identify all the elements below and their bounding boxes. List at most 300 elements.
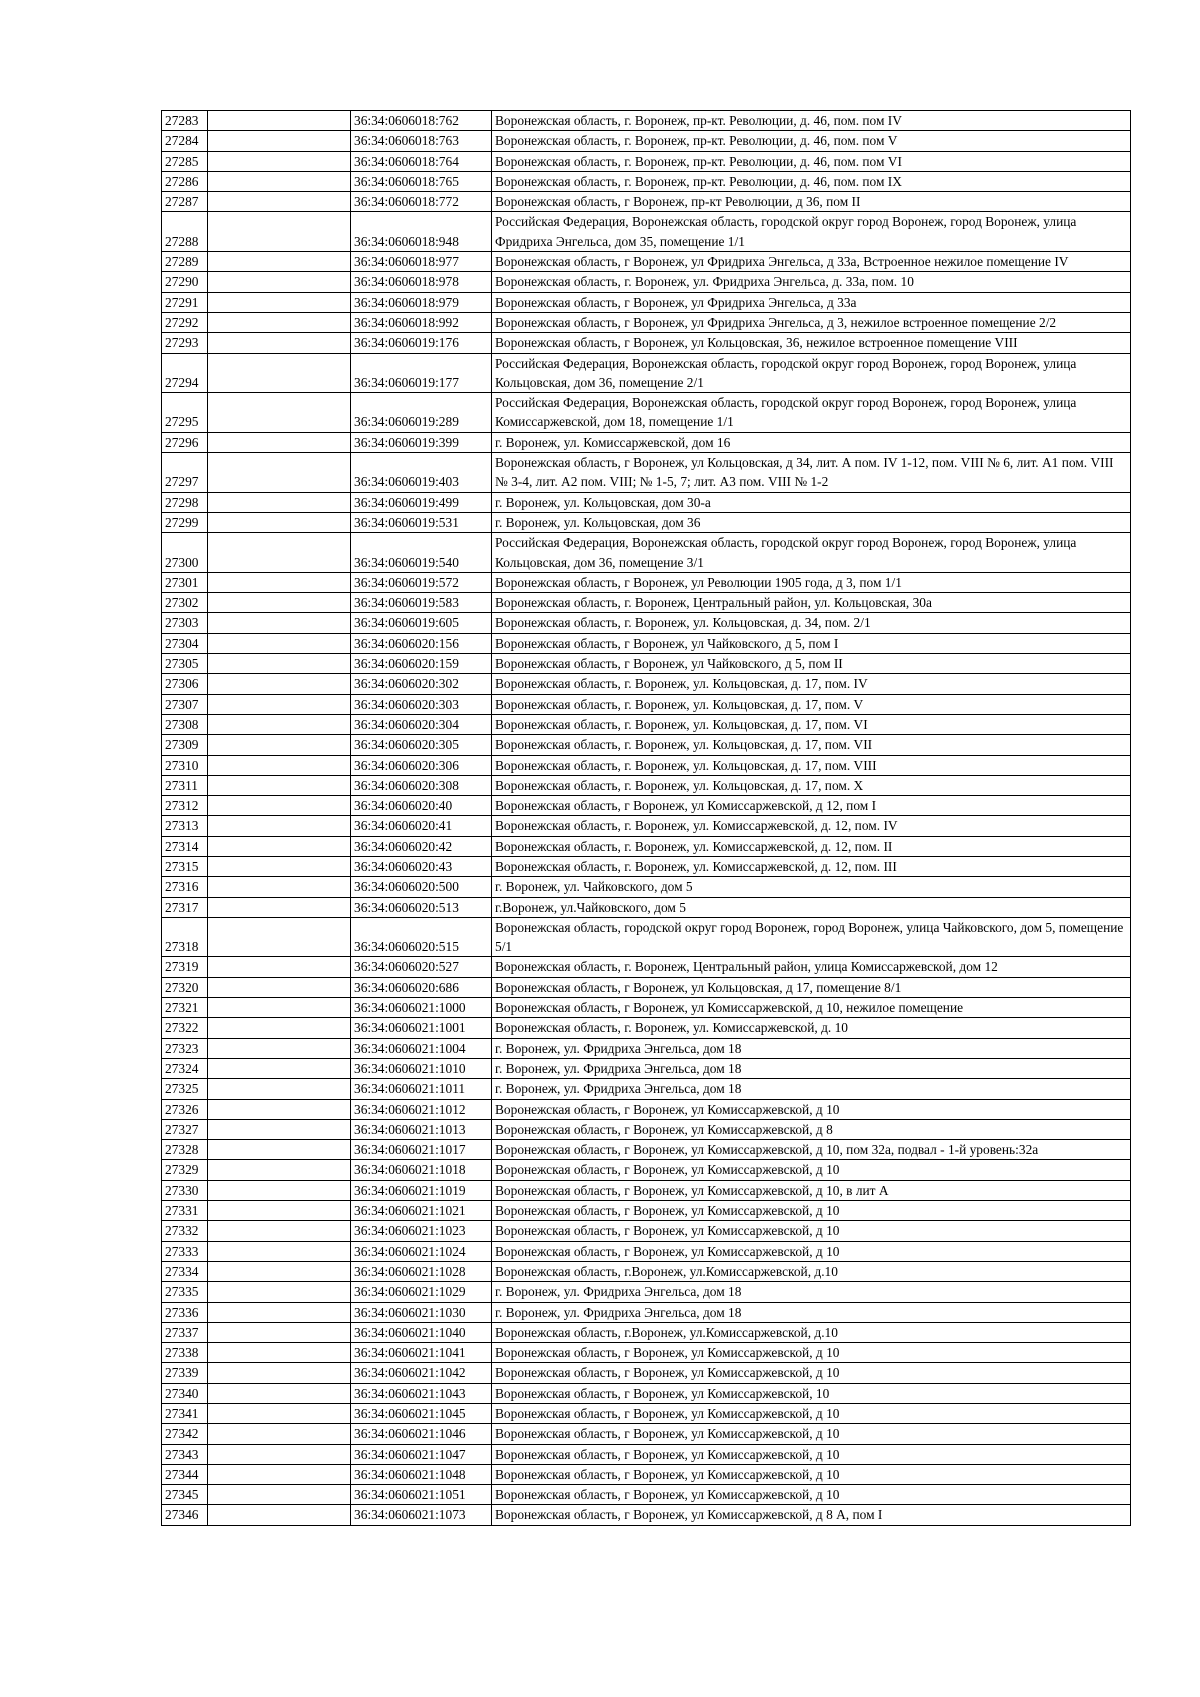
- row-number-cell: 27302: [162, 593, 208, 613]
- table-row: [162, 333, 1131, 353]
- empty-cell: [208, 1099, 351, 1119]
- empty-cell: [208, 674, 351, 694]
- row-number-cell: 27287: [162, 192, 208, 212]
- row-number-cell: 27289: [162, 252, 208, 272]
- empty-cell: [208, 533, 351, 573]
- address-cell: Воронежская область, г. Воронеж, ул. Комиссаржевской, д. 12, пом. IV: [492, 816, 1131, 836]
- empty-cell: [208, 1464, 351, 1484]
- table-row: [162, 1404, 1131, 1424]
- empty-cell: [208, 131, 351, 151]
- row-number-cell: 27335: [162, 1282, 208, 1302]
- row-number-cell: 27339: [162, 1363, 208, 1383]
- cadastral-number-cell: 36:34:0606021:1041: [351, 1343, 492, 1363]
- cadastral-number-cell: 36:34:0606021:1043: [351, 1383, 492, 1403]
- row-number-cell: 27295: [162, 393, 208, 433]
- table-row: [162, 1261, 1131, 1281]
- table-row: [162, 171, 1131, 191]
- cadastral-number-cell: 36:34:0606020:515: [351, 917, 492, 957]
- row-number-cell: 27292: [162, 312, 208, 332]
- table-row: [162, 1160, 1131, 1180]
- table-row: [162, 1018, 1131, 1038]
- cadastral-number-cell: 36:34:0606019:399: [351, 432, 492, 452]
- empty-cell: [208, 252, 351, 272]
- table-row: [162, 856, 1131, 876]
- row-number-cell: 27300: [162, 533, 208, 573]
- table-row: [162, 393, 1131, 433]
- cadastral-number-cell: 36:34:0606020:500: [351, 877, 492, 897]
- row-number-cell: 27306: [162, 674, 208, 694]
- address-cell: Воронежская область, г. Воронеж, ул. Кольцовская, д. 17, пом. X: [492, 775, 1131, 795]
- empty-cell: [208, 1058, 351, 1078]
- cadastral-number-cell: 36:34:0606021:1023: [351, 1221, 492, 1241]
- cadastral-number-cell: 36:34:0606020:306: [351, 755, 492, 775]
- row-number-cell: 27343: [162, 1444, 208, 1464]
- cadastral-number-cell: 36:34:0606018:772: [351, 192, 492, 212]
- address-cell: Воронежская область, г Воронеж, ул Комиссаржевской, д 10, нежилое помещение: [492, 998, 1131, 1018]
- cadastral-number-cell: 36:34:0606019:583: [351, 593, 492, 613]
- empty-cell: [208, 1404, 351, 1424]
- row-number-cell: 27304: [162, 633, 208, 653]
- cadastral-number-cell: 36:34:0606021:1073: [351, 1505, 492, 1525]
- table-row: [162, 192, 1131, 212]
- cadastral-number-cell: 36:34:0606018:763: [351, 131, 492, 151]
- row-number-cell: 27284: [162, 131, 208, 151]
- table-row: [162, 432, 1131, 452]
- row-number-cell: 27340: [162, 1383, 208, 1403]
- row-number-cell: 27346: [162, 1505, 208, 1525]
- row-number-cell: 27311: [162, 775, 208, 795]
- table-row: [162, 654, 1131, 674]
- cadastral-number-cell: 36:34:0606021:1029: [351, 1282, 492, 1302]
- table-row: [162, 572, 1131, 592]
- cadastral-number-cell: 36:34:0606020:302: [351, 674, 492, 694]
- empty-cell: [208, 998, 351, 1018]
- address-cell: Воронежская область, г Воронеж, ул Революции 1905 года, д 3, пом 1/1: [492, 572, 1131, 592]
- address-cell: Воронежская область, г. Воронеж, ул. Кольцовская, д. 17, пом. V: [492, 694, 1131, 714]
- address-cell: г. Воронеж, ул. Фридриха Энгельса, дом 18: [492, 1038, 1131, 1058]
- address-cell: Воронежская область, г Воронеж, ул Кольцовская, 36, нежилое встроенное помещение VIII: [492, 333, 1131, 353]
- cadastral-number-cell: 36:34:0606018:978: [351, 272, 492, 292]
- cadastral-number-cell: 36:34:0606018:979: [351, 292, 492, 312]
- table-row: [162, 1322, 1131, 1342]
- address-cell: Воронежская область, г Воронеж, ул Фридриха Энгельса, д 33а: [492, 292, 1131, 312]
- row-number-cell: 27283: [162, 111, 208, 131]
- empty-cell: [208, 1485, 351, 1505]
- empty-cell: [208, 171, 351, 191]
- table-row: [162, 533, 1131, 573]
- row-number-cell: 27297: [162, 453, 208, 493]
- table-row: [162, 775, 1131, 795]
- empty-cell: [208, 432, 351, 452]
- row-number-cell: 27317: [162, 897, 208, 917]
- table-row: [162, 292, 1131, 312]
- row-number-cell: 27345: [162, 1485, 208, 1505]
- cadastral-number-cell: 36:34:0606019:605: [351, 613, 492, 633]
- cadastral-number-cell: 36:34:0606018:977: [351, 252, 492, 272]
- empty-cell: [208, 1119, 351, 1139]
- address-cell: Воронежская область, г Воронеж, ул Комиссаржевской, д 10: [492, 1444, 1131, 1464]
- table-row: [162, 593, 1131, 613]
- row-number-cell: 27330: [162, 1180, 208, 1200]
- cadastral-number-cell: 36:34:0606018:764: [351, 151, 492, 171]
- address-cell: Воронежская область, г. Воронеж, пр-кт. Революции, д. 46, пом. пом IX: [492, 171, 1131, 191]
- table-row: [162, 1505, 1131, 1525]
- empty-cell: [208, 572, 351, 592]
- address-cell: Воронежская область, г Воронеж, ул Чайковского, д 5, пом II: [492, 654, 1131, 674]
- row-number-cell: 27310: [162, 755, 208, 775]
- address-cell: Воронежская область, г Воронеж, ул Комиссаржевской, д 10: [492, 1424, 1131, 1444]
- cadastral-number-cell: 36:34:0606021:1045: [351, 1404, 492, 1424]
- row-number-cell: 27307: [162, 694, 208, 714]
- table-row: [162, 877, 1131, 897]
- cadastral-number-cell: 36:34:0606021:1013: [351, 1119, 492, 1139]
- row-number-cell: 27285: [162, 151, 208, 171]
- address-cell: Воронежская область, г.Воронеж, ул.Комиссаржевской, д.10: [492, 1322, 1131, 1342]
- empty-cell: [208, 775, 351, 795]
- address-cell: Воронежская область, г Воронеж, ул Фридриха Энгельса, д 3, нежилое встроенное помещение 2/2: [492, 312, 1131, 332]
- cadastral-number-cell: 36:34:0606020:305: [351, 735, 492, 755]
- row-number-cell: 27294: [162, 353, 208, 393]
- empty-cell: [208, 111, 351, 131]
- address-cell: Воронежская область, г Воронеж, ул Кольцовская, д 34, лит. А пом. IV 1-12, пом. VIII № 6, лит. А1 пом. VIII № 3-4, лит. А2 пом. VIII; № 1-5, 7; лит. А3 пом. VIII № 1-2: [492, 453, 1131, 493]
- empty-cell: [208, 1282, 351, 1302]
- table-row: [162, 312, 1131, 332]
- table-row: [162, 1038, 1131, 1058]
- cadastral-number-cell: 36:34:0606020:40: [351, 796, 492, 816]
- table-row: [162, 897, 1131, 917]
- empty-cell: [208, 1201, 351, 1221]
- row-number-cell: 27293: [162, 333, 208, 353]
- table-row: [162, 633, 1131, 653]
- table-row: [162, 252, 1131, 272]
- table-row: [162, 755, 1131, 775]
- empty-cell: [208, 492, 351, 512]
- address-cell: Воронежская область, г Воронеж, ул Комиссаржевской, д 10: [492, 1363, 1131, 1383]
- empty-cell: [208, 1383, 351, 1403]
- cadastral-number-cell: 36:34:0606019:540: [351, 533, 492, 573]
- cadastral-number-cell: 36:34:0606020:303: [351, 694, 492, 714]
- address-cell: Воронежская область, г. Воронеж, ул. Кольцовская, д. 17, пом. VII: [492, 735, 1131, 755]
- cadastral-number-cell: 36:34:0606019:177: [351, 353, 492, 393]
- address-cell: Воронежская область, г. Воронеж, ул. Комиссаржевской, д. 12, пом. III: [492, 856, 1131, 876]
- table-row: [162, 735, 1131, 755]
- cadastral-number-cell: 36:34:0606021:1030: [351, 1302, 492, 1322]
- table-row: [162, 353, 1131, 393]
- registry-table: [161, 110, 1131, 1526]
- empty-cell: [208, 151, 351, 171]
- cadastral-number-cell: 36:34:0606021:1040: [351, 1322, 492, 1342]
- address-cell: Воронежская область, г. Воронеж, ул. Кольцовская, д. 17, пом. VIII: [492, 755, 1131, 775]
- address-cell: г. Воронеж, ул. Фридриха Энгельса, дом 18: [492, 1058, 1131, 1078]
- cadastral-number-cell: 36:34:0606020:308: [351, 775, 492, 795]
- row-number-cell: 27325: [162, 1079, 208, 1099]
- table-row: [162, 1180, 1131, 1200]
- row-number-cell: 27329: [162, 1160, 208, 1180]
- empty-cell: [208, 212, 351, 252]
- table-row: [162, 131, 1131, 151]
- empty-cell: [208, 755, 351, 775]
- empty-cell: [208, 333, 351, 353]
- row-number-cell: 27308: [162, 714, 208, 734]
- row-number-cell: 27326: [162, 1099, 208, 1119]
- address-cell: Воронежская область, г. Воронеж, ул. Кольцовская, д. 17, пом. VI: [492, 714, 1131, 734]
- row-number-cell: 27344: [162, 1464, 208, 1484]
- cadastral-number-cell: 36:34:0606021:1024: [351, 1241, 492, 1261]
- cadastral-number-cell: 36:34:0606018:765: [351, 171, 492, 191]
- row-number-cell: 27318: [162, 917, 208, 957]
- cadastral-number-cell: 36:34:0606020:513: [351, 897, 492, 917]
- address-cell: Воронежская область, г Воронеж, ул Комиссаржевской, д 10: [492, 1485, 1131, 1505]
- row-number-cell: 27320: [162, 977, 208, 997]
- cadastral-number-cell: 36:34:0606021:1051: [351, 1485, 492, 1505]
- cadastral-number-cell: 36:34:0606021:1012: [351, 1099, 492, 1119]
- table-row: [162, 1424, 1131, 1444]
- address-cell: Воронежская область, г. Воронеж, ул. Комиссаржевской, д. 10: [492, 1018, 1131, 1038]
- registry-table-body: [162, 111, 1131, 1526]
- row-number-cell: 27309: [162, 735, 208, 755]
- cadastral-number-cell: 36:34:0606021:1000: [351, 998, 492, 1018]
- cadastral-number-cell: 36:34:0606019:499: [351, 492, 492, 512]
- empty-cell: [208, 393, 351, 433]
- empty-cell: [208, 453, 351, 493]
- cadastral-number-cell: 36:34:0606021:1001: [351, 1018, 492, 1038]
- cadastral-number-cell: 36:34:0606020:42: [351, 836, 492, 856]
- address-cell: Воронежская область, г. Воронеж, ул. Кольцовская, д. 34, пом. 2/1: [492, 613, 1131, 633]
- row-number-cell: 27290: [162, 272, 208, 292]
- table-row: [162, 1363, 1131, 1383]
- empty-cell: [208, 593, 351, 613]
- address-cell: Воронежская область, г Воронеж, ул Комиссаржевской, д 10: [492, 1221, 1131, 1241]
- address-cell: г. Воронеж, ул. Чайковского, дом 5: [492, 877, 1131, 897]
- empty-cell: [208, 1343, 351, 1363]
- cadastral-number-cell: 36:34:0606021:1019: [351, 1180, 492, 1200]
- row-number-cell: 27324: [162, 1058, 208, 1078]
- table-row: [162, 816, 1131, 836]
- empty-cell: [208, 977, 351, 997]
- row-number-cell: 27337: [162, 1322, 208, 1342]
- table-row: [162, 917, 1131, 957]
- row-number-cell: 27313: [162, 816, 208, 836]
- address-cell: Воронежская область, г Воронеж, ул Комиссаржевской, д 10: [492, 1241, 1131, 1261]
- row-number-cell: 27315: [162, 856, 208, 876]
- row-number-cell: 27291: [162, 292, 208, 312]
- cadastral-number-cell: 36:34:0606021:1017: [351, 1140, 492, 1160]
- empty-cell: [208, 272, 351, 292]
- table-row: [162, 1221, 1131, 1241]
- empty-cell: [208, 1302, 351, 1322]
- cadastral-number-cell: 36:34:0606018:992: [351, 312, 492, 332]
- cadastral-number-cell: 36:34:0606021:1021: [351, 1201, 492, 1221]
- cadastral-number-cell: 36:34:0606021:1047: [351, 1444, 492, 1464]
- empty-cell: [208, 1038, 351, 1058]
- address-cell: Воронежская область, г. Воронеж, Центральный район, ул. Кольцовская, 30а: [492, 593, 1131, 613]
- cadastral-number-cell: 36:34:0606021:1018: [351, 1160, 492, 1180]
- cadastral-number-cell: 36:34:0606020:159: [351, 654, 492, 674]
- empty-cell: [208, 1018, 351, 1038]
- empty-cell: [208, 633, 351, 653]
- empty-cell: [208, 1160, 351, 1180]
- row-number-cell: 27327: [162, 1119, 208, 1139]
- table-row: [162, 836, 1131, 856]
- empty-cell: [208, 694, 351, 714]
- cadastral-number-cell: 36:34:0606021:1042: [351, 1363, 492, 1383]
- empty-cell: [208, 1241, 351, 1261]
- row-number-cell: 27323: [162, 1038, 208, 1058]
- cadastral-number-cell: 36:34:0606019:289: [351, 393, 492, 433]
- address-cell: г. Воронеж, ул. Фридриха Энгельса, дом 18: [492, 1282, 1131, 1302]
- empty-cell: [208, 1424, 351, 1444]
- address-cell: Воронежская область, г. Воронеж, пр-кт. Революции, д. 46, пом. пом V: [492, 131, 1131, 151]
- table-row: [162, 1140, 1131, 1160]
- address-cell: Российская Федерация, Воронежская область, городской округ город Воронеж, город Воронеж, улица Кольцовская, дом 36, помещение 2/1: [492, 353, 1131, 393]
- address-cell: Воронежская область, г Воронеж, ул Комиссаржевской, д 10: [492, 1201, 1131, 1221]
- empty-cell: [208, 1221, 351, 1241]
- address-cell: Воронежская область, г. Воронеж, пр-кт. Революции, д. 46, пом. пом VI: [492, 151, 1131, 171]
- row-number-cell: 27314: [162, 836, 208, 856]
- address-cell: Воронежская область, г Воронеж, ул Комиссаржевской, д 10: [492, 1099, 1131, 1119]
- cadastral-number-cell: 36:34:0606019:572: [351, 572, 492, 592]
- empty-cell: [208, 1322, 351, 1342]
- empty-cell: [208, 796, 351, 816]
- cadastral-number-cell: 36:34:0606020:43: [351, 856, 492, 876]
- cadastral-number-cell: 36:34:0606021:1010: [351, 1058, 492, 1078]
- empty-cell: [208, 856, 351, 876]
- empty-cell: [208, 1261, 351, 1281]
- address-cell: Воронежская область, г Воронеж, ул Комиссаржевской, д 8 А, пом I: [492, 1505, 1131, 1525]
- cadastral-number-cell: 36:34:0606021:1048: [351, 1464, 492, 1484]
- address-cell: г. Воронеж, ул. Фридриха Энгельса, дом 18: [492, 1302, 1131, 1322]
- row-number-cell: 27328: [162, 1140, 208, 1160]
- row-number-cell: 27321: [162, 998, 208, 1018]
- table-row: [162, 1282, 1131, 1302]
- cadastral-number-cell: 36:34:0606019:176: [351, 333, 492, 353]
- empty-cell: [208, 654, 351, 674]
- cadastral-number-cell: 36:34:0606020:41: [351, 816, 492, 836]
- cadastral-number-cell: 36:34:0606019:403: [351, 453, 492, 493]
- address-cell: г. Воронеж, ул. Комиссаржевской, дом 16: [492, 432, 1131, 452]
- row-number-cell: 27322: [162, 1018, 208, 1038]
- address-cell: Воронежская область, г Воронеж, ул Кольцовская, д 17, помещение 8/1: [492, 977, 1131, 997]
- row-number-cell: 27331: [162, 1201, 208, 1221]
- table-row: [162, 1343, 1131, 1363]
- empty-cell: [208, 192, 351, 212]
- table-row: [162, 111, 1131, 131]
- row-number-cell: 27316: [162, 877, 208, 897]
- row-number-cell: 27312: [162, 796, 208, 816]
- cadastral-number-cell: 36:34:0606020:686: [351, 977, 492, 997]
- address-cell: Воронежская область, г Воронеж, ул Комиссаржевской, д 10, в лит А: [492, 1180, 1131, 1200]
- address-cell: Воронежская область, г. Воронеж, пр-кт. Революции, д. 46, пом. пом IV: [492, 111, 1131, 131]
- address-cell: Воронежская область, г Воронеж, ул Комиссаржевской, д 10: [492, 1464, 1131, 1484]
- cadastral-number-cell: 36:34:0606021:1046: [351, 1424, 492, 1444]
- cadastral-number-cell: 36:34:0606021:1028: [351, 1261, 492, 1281]
- cadastral-number-cell: 36:34:0606020:527: [351, 957, 492, 977]
- empty-cell: [208, 1444, 351, 1464]
- table-row: [162, 977, 1131, 997]
- table-row: [162, 512, 1131, 532]
- table-row: [162, 272, 1131, 292]
- row-number-cell: 27288: [162, 212, 208, 252]
- empty-cell: [208, 613, 351, 633]
- empty-cell: [208, 735, 351, 755]
- table-row: [162, 1079, 1131, 1099]
- empty-cell: [208, 1180, 351, 1200]
- cadastral-number-cell: 36:34:0606020:304: [351, 714, 492, 734]
- row-number-cell: 27332: [162, 1221, 208, 1241]
- row-number-cell: 27298: [162, 492, 208, 512]
- table-row: [162, 1302, 1131, 1322]
- address-cell: Российская Федерация, Воронежская область, городской округ город Воронеж, город Воронеж, улица Фридриха Энгельса, дом 35, помещение 1/1: [492, 212, 1131, 252]
- empty-cell: [208, 816, 351, 836]
- address-cell: Воронежская область, г Воронеж, ул Фридриха Энгельса, д 33а, Встроенное нежилое помещение IV: [492, 252, 1131, 272]
- table-row: [162, 1119, 1131, 1139]
- row-number-cell: 27296: [162, 432, 208, 452]
- address-cell: Российская Федерация, Воронежская область, городской округ город Воронеж, город Воронеж, улица Кольцовская, дом 36, помещение 3/1: [492, 533, 1131, 573]
- empty-cell: [208, 1505, 351, 1525]
- address-cell: Воронежская область, г Воронеж, пр-кт Революции, д 36, пом II: [492, 192, 1131, 212]
- address-cell: г.Воронеж, ул.Чайковского, дом 5: [492, 897, 1131, 917]
- table-row: [162, 694, 1131, 714]
- table-row: [162, 998, 1131, 1018]
- address-cell: Воронежская область, г Воронеж, ул Комиссаржевской, 10: [492, 1383, 1131, 1403]
- address-cell: Воронежская область, г Воронеж, ул Комиссаржевской, д 10: [492, 1160, 1131, 1180]
- address-cell: Воронежская область, г Воронеж, ул Комиссаржевской, д 10: [492, 1404, 1131, 1424]
- empty-cell: [208, 312, 351, 332]
- address-cell: Воронежская область, г Воронеж, ул Комиссаржевской, д 8: [492, 1119, 1131, 1139]
- table-row: [162, 1464, 1131, 1484]
- table-row: [162, 1485, 1131, 1505]
- address-cell: Воронежская область, городской округ город Воронеж, город Воронеж, улица Чайковского, дом 5, помещение 5/1: [492, 917, 1131, 957]
- table-row: [162, 714, 1131, 734]
- row-number-cell: 27336: [162, 1302, 208, 1322]
- table-row: [162, 151, 1131, 171]
- address-cell: г. Воронеж, ул. Кольцовская, дом 36: [492, 512, 1131, 532]
- empty-cell: [208, 917, 351, 957]
- address-cell: г. Воронеж, ул. Кольцовская, дом 30-а: [492, 492, 1131, 512]
- empty-cell: [208, 957, 351, 977]
- address-cell: Воронежская область, г. Воронеж, ул. Фридриха Энгельса, д. 33а, пом. 10: [492, 272, 1131, 292]
- empty-cell: [208, 512, 351, 532]
- table-row: [162, 1058, 1131, 1078]
- row-number-cell: 27342: [162, 1424, 208, 1444]
- empty-cell: [208, 1079, 351, 1099]
- table-row: [162, 1241, 1131, 1261]
- cadastral-number-cell: 36:34:0606018:762: [351, 111, 492, 131]
- cadastral-number-cell: 36:34:0606019:531: [351, 512, 492, 532]
- empty-cell: [208, 897, 351, 917]
- row-number-cell: 27333: [162, 1241, 208, 1261]
- address-cell: Воронежская область, г. Воронеж, ул. Комиссаржевской, д. 12, пом. II: [492, 836, 1131, 856]
- address-cell: г. Воронеж, ул. Фридриха Энгельса, дом 18: [492, 1079, 1131, 1099]
- table-row: [162, 674, 1131, 694]
- address-cell: Воронежская область, г.Воронеж, ул.Комиссаржевской, д.10: [492, 1261, 1131, 1281]
- empty-cell: [208, 292, 351, 312]
- empty-cell: [208, 353, 351, 393]
- table-row: [162, 796, 1131, 816]
- address-cell: Российская Федерация, Воронежская область, городской округ город Воронеж, город Воронеж, улица Комиссаржевской, дом 18, помещение 1/1: [492, 393, 1131, 433]
- table-row: [162, 613, 1131, 633]
- row-number-cell: 27286: [162, 171, 208, 191]
- address-cell: Воронежская область, г Воронеж, ул Комиссаржевской, д 10: [492, 1343, 1131, 1363]
- table-row: [162, 1201, 1131, 1221]
- table-row: [162, 1383, 1131, 1403]
- empty-cell: [208, 1363, 351, 1383]
- table-row: [162, 492, 1131, 512]
- empty-cell: [208, 1140, 351, 1160]
- row-number-cell: 27341: [162, 1404, 208, 1424]
- address-cell: Воронежская область, г Воронеж, ул Комиссаржевской, д 10, пом 32а, подвал - 1-й уровень:32а: [492, 1140, 1131, 1160]
- empty-cell: [208, 877, 351, 897]
